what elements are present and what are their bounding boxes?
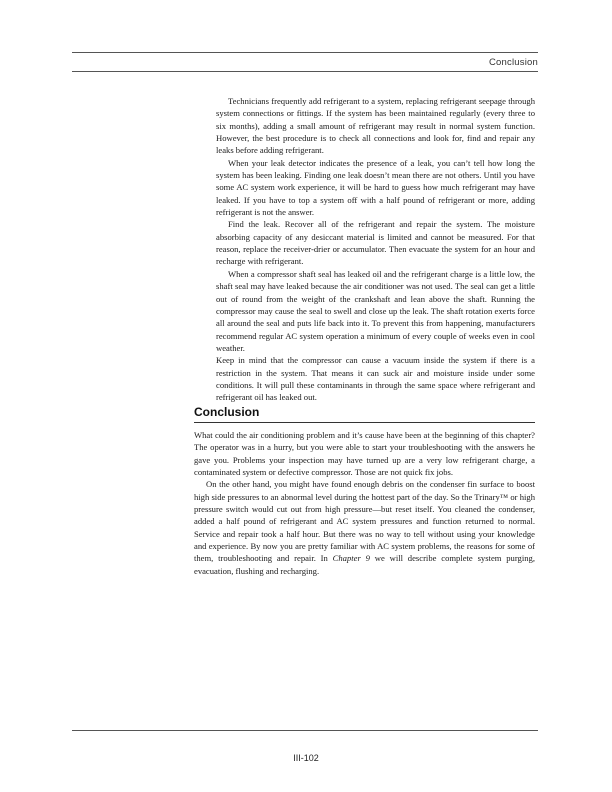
page-number: III-102 [293,753,319,763]
conclusion-text: On the other hand, you might have found enough debris on the condenser fin surface to boost high side pressures to an abnormal level during the hottest part of the day. So the Trinary™ or high pressure switch would cut out from high pressure—but reset itself. You cleaned the condenser, added a half pound of refrigerant and AC system pressures and function returned to normal. Service and repair took a half hour. But there was no way to tell without using your knowledge and experience. By now you are pretty familiar with AC system problems, the reasons for some of them, troubleshooting and repair. In [194,479,535,564]
section-rule [194,422,535,423]
conclusion-section [194,405,535,577]
conclusion-paragraph [194,478,535,577]
body-paragraph: When your leak detector indicates the presence of a leak, you can’t tell how long the system has been leaking. Finding one leak doesn’t mean there are not others. Until you have some AC system work experience, it will be hard to guess how much refrigerant may have leaked. If you have to top a system off with a half pound of refrigerant or more, adding refrigerant is not the answer. [216,157,535,218]
conclusion-text: we will describe complete system purging, evacuation, flushing and recharging. [194,553,535,576]
body-paragraph: When a compressor shaft seal has leaked oil and the refrigerant charge is a little low, the shaft seal may have leaked because the air conditioner was not used. The seal can get a little out of round from the weight of the crankshaft and lean above the shaft. Running the compressor may cause the seal to swell and close up the leak. The shaft rotation exerts force all around the seal and puts life back into it. To prevent this from happening, manufacturers recommend regular AC system operation a minimum of every couple of weeks even in cool weather. [216,268,535,353]
conclusion-paragraph: What could the air conditioning problem and it’s cause have been at the beginning of this chapter? The operator was in a hurry, but you were able to start your troubleshooting with the answers he gave you. Problems your inspection may have turned up are a very low refrigerant charge, a contaminated system or defective compressor. Those are not quick fix jobs. [194,430,535,478]
section-title: Conclusion [194,405,260,419]
body-paragraph: Technicians frequently add refrigerant to a system, replacing refrigerant seepage through system connections or fittings. If the system has been maintained regularly (every three to six months), adding a small amount of refrigerant may result in normal system function. However, the best procedure is to check all connections and look for, find and repair any leaks before adding refrigerant. [216,96,535,156]
body-paragraph: Keep in mind that the compressor can cause a vacuum inside the system if there is a restriction in the system. That means it can suck air and moisture inside under some conditions. It will pull these contaminants in through the same space where refrigerant and refrigerant oil has leaked out. [216,355,535,403]
header-rule-top [72,52,538,53]
header-rule-bottom [72,71,538,72]
body-text-block [216,95,535,404]
running-head: Conclusion [489,57,538,68]
body-paragraph: Find the leak. Recover all of the refrigerant and repair the system. The moisture absorbing capacity of any desiccant material is limited and cannot be measured. For that reason, replace the receiver-drier or accumulator. Then evacuate the system for an hour and recharge with refrigerant. [216,219,535,267]
footer-rule [72,730,538,731]
chapter-reference: Chapter 9 [332,553,370,564]
